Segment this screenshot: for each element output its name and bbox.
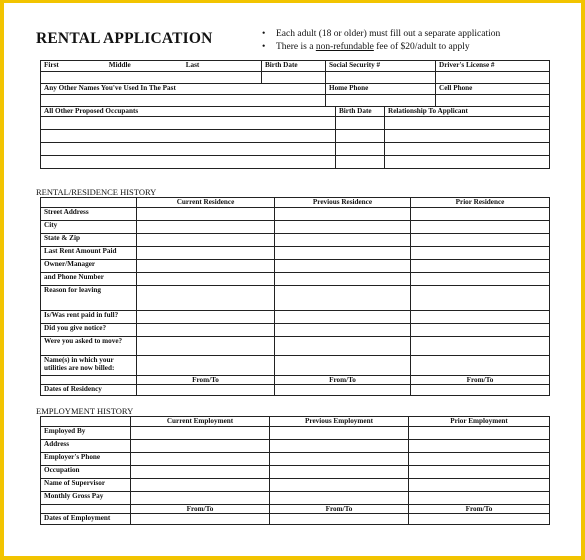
occupant-field[interactable] <box>41 117 336 130</box>
other-names-field[interactable] <box>41 95 326 107</box>
employment-field[interactable] <box>409 453 550 466</box>
occupant-field[interactable] <box>41 156 336 169</box>
occupant-birth-field[interactable] <box>336 117 385 130</box>
rental-field[interactable] <box>411 247 550 260</box>
employment-fromto-previous: From/To <box>270 505 409 514</box>
occupant-birth-field[interactable] <box>336 156 385 169</box>
rental-row-label: Did you give notice? <box>41 324 137 337</box>
employment-fromto-prior: From/To <box>409 505 550 514</box>
rental-field[interactable] <box>411 324 550 337</box>
rental-field[interactable] <box>137 208 275 221</box>
occupant-field[interactable] <box>41 130 336 143</box>
employment-row-label: Address <box>41 440 131 453</box>
rental-row-label: City <box>41 221 137 234</box>
rental-field[interactable] <box>137 311 275 324</box>
rental-field[interactable] <box>137 337 275 356</box>
license-label: Driver's License # <box>436 61 550 72</box>
rental-field[interactable] <box>411 221 550 234</box>
page-title: RENTAL APPLICATION <box>36 30 213 47</box>
rental-field[interactable] <box>411 260 550 273</box>
rental-field[interactable] <box>275 385 411 396</box>
employment-field[interactable] <box>270 492 409 505</box>
employment-field[interactable] <box>131 466 270 479</box>
rental-fromto-previous: From/To <box>275 376 411 385</box>
employment-field[interactable] <box>409 514 550 525</box>
rental-row-label: Last Rent Amount Paid <box>41 247 137 260</box>
employment-fromto-blank <box>41 505 131 514</box>
occupant-relationship-field[interactable] <box>385 130 550 143</box>
employment-field[interactable] <box>270 514 409 525</box>
rental-field[interactable] <box>275 337 411 356</box>
occupant-birth-label: Birth Date <box>336 107 385 117</box>
rental-col-previous: Previous Residence <box>275 198 411 208</box>
rental-field[interactable] <box>411 234 550 247</box>
occupant-birth-field[interactable] <box>336 130 385 143</box>
rental-field[interactable] <box>275 247 411 260</box>
note-fee: • There is a non-refundable fee of $20/adult to apply <box>262 42 470 52</box>
occupants-label: All Other Proposed Occupants <box>41 107 336 117</box>
rental-field[interactable] <box>411 273 550 286</box>
employment-field[interactable] <box>131 514 270 525</box>
employment-field[interactable] <box>131 440 270 453</box>
rental-history-table <box>40 197 550 396</box>
rental-field[interactable] <box>411 337 550 356</box>
employment-row-label: Dates of Employment <box>41 514 131 525</box>
rental-field[interactable] <box>137 221 275 234</box>
rental-row-label: Street Address <box>41 208 137 221</box>
ssn-label: Social Security # <box>326 61 436 72</box>
employment-field[interactable] <box>131 492 270 505</box>
rental-field[interactable] <box>275 208 411 221</box>
occupant-relationship-field[interactable] <box>385 143 550 156</box>
rental-field[interactable] <box>137 273 275 286</box>
rental-row-label: Reason for leaving <box>41 286 137 311</box>
rental-field[interactable] <box>275 273 411 286</box>
applicant-table <box>40 60 550 107</box>
employment-history-heading: EMPLOYMENT HISTORY <box>36 406 134 416</box>
rental-row-label: Dates of Residency <box>41 385 137 396</box>
home-phone-label: Home Phone <box>326 84 436 95</box>
employment-row-label: Employer's Phone <box>41 453 131 466</box>
rental-field[interactable] <box>137 385 275 396</box>
rental-row-label: Owner/Manager <box>41 260 137 273</box>
rental-field[interactable] <box>275 260 411 273</box>
rental-field[interactable] <box>137 260 275 273</box>
notes <box>262 28 500 54</box>
rental-field[interactable] <box>137 247 275 260</box>
employment-row-label: Occupation <box>41 466 131 479</box>
occupant-birth-field[interactable] <box>336 143 385 156</box>
rental-field[interactable] <box>411 286 550 311</box>
home-phone-field[interactable] <box>326 95 436 107</box>
employment-history-table <box>40 416 550 525</box>
employment-field[interactable] <box>270 453 409 466</box>
employment-field[interactable] <box>131 427 270 440</box>
rental-fromto-blank <box>41 376 137 385</box>
rental-history-heading: RENTAL/RESIDENCE HISTORY <box>36 187 157 197</box>
occupant-relationship-field[interactable] <box>385 156 550 169</box>
rental-corner-cell <box>41 198 137 208</box>
rental-field[interactable] <box>411 311 550 324</box>
occupant-field[interactable] <box>41 143 336 156</box>
note-adult: • Each adult (18 or older) must fill out a separate application <box>262 29 501 39</box>
employment-field[interactable] <box>270 479 409 492</box>
cell-phone-label: Cell Phone <box>436 84 550 95</box>
first-middle-last-label: First Middle Last <box>41 61 262 72</box>
rental-field[interactable] <box>411 208 550 221</box>
rental-field[interactable] <box>411 385 550 396</box>
employment-corner-cell <box>41 417 131 427</box>
employment-field[interactable] <box>270 466 409 479</box>
employment-field[interactable] <box>270 440 409 453</box>
occupants-table <box>40 106 550 169</box>
rental-field[interactable] <box>137 356 275 376</box>
rental-field[interactable] <box>275 311 411 324</box>
rental-row-label: Were you asked to move? <box>41 337 137 356</box>
rental-field[interactable] <box>411 356 550 376</box>
employment-field[interactable] <box>409 492 550 505</box>
employment-field[interactable] <box>409 440 550 453</box>
employment-field[interactable] <box>131 479 270 492</box>
rental-field[interactable] <box>275 356 411 376</box>
rental-field[interactable] <box>275 324 411 337</box>
rental-col-prior: Prior Residence <box>411 198 550 208</box>
employment-row-label: Monthly Gross Pay <box>41 492 131 505</box>
employment-field[interactable] <box>409 427 550 440</box>
birth-date-field[interactable] <box>262 72 326 84</box>
ssn-field[interactable] <box>326 72 436 84</box>
rental-field[interactable] <box>137 234 275 247</box>
other-names-label: Any Other Names You've Used In The Past <box>41 84 326 95</box>
employment-row-label: Employed By <box>41 427 131 440</box>
rental-field[interactable] <box>275 286 411 311</box>
rental-row-label: State & Zip <box>41 234 137 247</box>
employment-col-prior: Prior Employment <box>409 417 550 427</box>
rental-field[interactable] <box>137 286 275 311</box>
rental-fromto-current: From/To <box>137 376 275 385</box>
rental-fromto-prior: From/To <box>411 376 550 385</box>
employment-col-previous: Previous Employment <box>270 417 409 427</box>
rental-field[interactable] <box>275 221 411 234</box>
employment-row-label: Name of Supervisor <box>41 479 131 492</box>
rental-row-label: and Phone Number <box>41 273 137 286</box>
employment-field[interactable] <box>270 427 409 440</box>
rental-field[interactable] <box>137 324 275 337</box>
employment-col-current: Current Employment <box>131 417 270 427</box>
rental-row-label: Name(s) in which your utilities are now billed: <box>41 356 137 376</box>
cell-phone-field[interactable] <box>436 95 550 107</box>
rental-col-current: Current Residence <box>137 198 275 208</box>
rental-field[interactable] <box>275 234 411 247</box>
relationship-label: Relationship To Applicant <box>385 107 550 117</box>
name-field[interactable] <box>41 72 262 84</box>
license-field[interactable] <box>436 72 550 84</box>
occupant-relationship-field[interactable] <box>385 117 550 130</box>
employment-field[interactable] <box>409 479 550 492</box>
rental-row-label: Is/Was rent paid in full? <box>41 311 137 324</box>
employment-field[interactable] <box>409 466 550 479</box>
birth-date-label: Birth Date <box>262 61 326 72</box>
employment-field[interactable] <box>131 453 270 466</box>
employment-fromto-current: From/To <box>131 505 270 514</box>
